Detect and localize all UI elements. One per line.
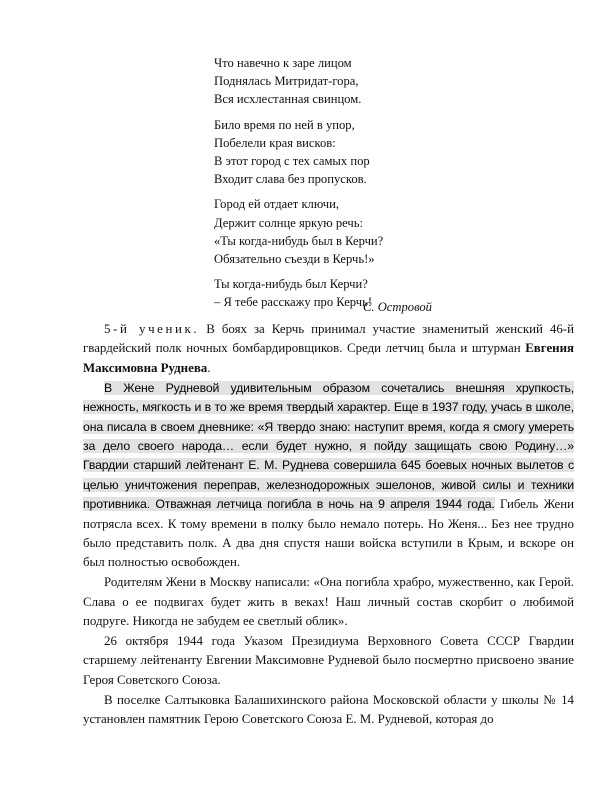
paragraph-3: Родителям Жени в Москву написали: «Она погибла храбро, мужественно, как Герой. Слава о ее подвигах будет жить в веках! Наш личный состав скорбит о любимой подруге. Никогда не забудем ее светлый облик». [83,575,574,629]
poem-line: В этот город с тех самых пор [214,154,370,169]
poem-line: Обязательно съезди в Керчь!» [214,252,375,267]
poem-line: Побелели края висков: [214,135,336,150]
poem-line: Входит слава без пропусков. [214,172,367,187]
paragraph-2 [83,379,574,573]
poem-line: Поднялась Митридат-гора, [214,74,359,89]
poem-line: Что навечно к заре лицом [214,56,352,70]
paragraph-4: 26 октября 1944 года Указом Президиума Верховного Совета СССР Гвардии старшему лейтенанту Евгении Максимовне Рудневой было посмертно присвоено звание Героя Советского Союза. [83,634,574,687]
paragraph-text: Гибель Жени потрясла всех. К тому времени в полку было немало потерь. Но Женя... Без нее трудно было представить полк. А два дня спустя наши войска вступили в Крым, и вскоре он был полностью освобожден. [83,497,574,570]
paragraph-text: В боях за Керчь принимал участие знаменитый женский 46-й гвардейский полк ночных бомбардировщиков. Среди летчиц была и штурман [83,322,574,356]
speaker-label: 5-й ученик. [104,322,200,336]
paragraph-end: . [207,360,211,375]
poem-line: Город ей отдает ключи, [214,197,339,212]
prose-body [83,320,574,730]
poem-line: «Ты когда-нибудь был в Керчи? [214,233,384,248]
poem-line: Вся исхлестанная свинцом. [214,92,362,107]
poem-line: Ты когда-нибудь был Керчи? [214,277,368,292]
paragraph-5: В поселке Салтыковка Балашихинского района Московской области у школы № 14 установлен памятник Герою Советского Союза Е. М. Рудневой, которая до [83,692,574,727]
poem-stanza [214,54,444,109]
paragraph-1 [83,320,574,378]
poem-stanza [214,116,444,189]
poem-stanza [214,195,444,268]
poem-line: Держит солнце яркую речь: [214,215,363,230]
heroine-name: Евгения Максимовна Руднева [83,341,574,375]
highlighted-text: В Жене Рудневой удивительным образом сочетались внешняя хрупкость, нежность, мягкость и в то же время твердый характер. Еще в 1937 году, учась в школе, она писала в своем дневнике: «Я твердо знаю: наступит время, когда я смогу умереть за дело своего народа… если будет нужно, я пойду защищать свою Родину…» Гвардии старший лейтенант Е. М. Руднева совершила 645 боевых ночных вылетов с целью уничтожения переправ, железнодорожных эшелонов, живой силы и техники противника. Отважная летчица погибла в ночь на 9 апреля 1944 года. [83,380,574,512]
poem-line: Било время по ней в упор, [214,117,355,132]
poem [214,54,444,319]
poem-line: – Я тебе расскажу про Керчь! [214,295,373,310]
poem-author: С. Островой [363,300,432,314]
